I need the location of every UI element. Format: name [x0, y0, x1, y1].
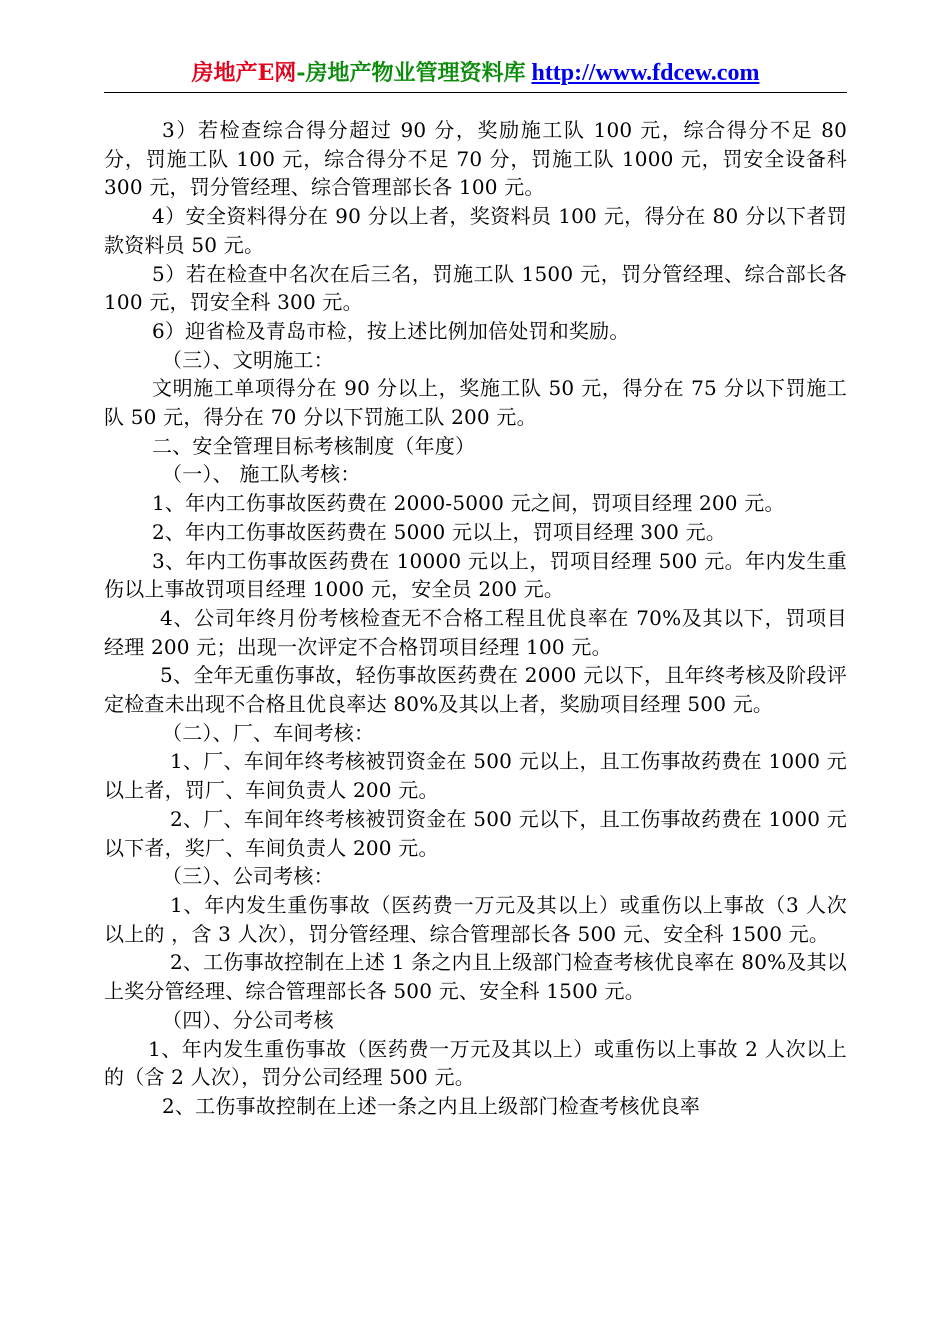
- section-heading: （二）、厂、车间考核：: [162, 720, 375, 745]
- section-heading: （三）、文明施工：: [162, 347, 334, 372]
- paragraph: 6）迎省检及青岛市检，按上述比例加倍处罚和奖励。: [152, 318, 630, 343]
- paragraph: 3）若检查综合得分超过 90 分，奖励施工队 100 元，综合得分不足 80 分，罚施工队 100 元，综合得分不足 70 分，罚施工队 1000 元，罚安全设备科 300 元，罚分管经理、综合管理部长各 100 元。: [104, 118, 847, 200]
- paragraph: 1、年内发生重伤事故（医药费一万元及其以上）或重伤以上事故（3 人次以上的 ，含 3 人次），罚分管经理、综合管理部长各 500 元、安全科 1500 元。: [104, 892, 847, 946]
- paragraph: 4、公司年终月份考核检查无不合格工程且优良率在 70%及其以下，罚项目经理 200 元；出现一次评定不合格罚项目经理 100 元。: [104, 605, 847, 659]
- paragraph: 2、年内工伤事故医药费在 5000 元以上，罚项目经理 300 元。: [152, 519, 727, 544]
- header-separator: -: [296, 60, 306, 86]
- paragraph: 2、工伤事故控制在上述一条之内且上级部门检查考核优良率: [162, 1093, 701, 1118]
- section-heading: 二、安全管理目标考核制度（年度）: [152, 433, 476, 458]
- library-title: 房地产物业管理资料库: [305, 60, 526, 86]
- paragraph: 2、厂、车间年终考核被罚资金在 500 元以下，且工伤事故药费在 1000 元以下者，奖厂、车间负责人 200 元。: [104, 806, 847, 860]
- paragraph: 4）安全资料得分在 90 分以上者，奖资料员 100 元，得分在 80 分以下者罚款资料员 50 元。: [104, 204, 847, 257]
- section-heading: （四）、分公司考核: [162, 1007, 334, 1032]
- paragraph: 2、工伤事故控制在上述 1 条之内且上级部门检查考核优良率在 80%及其以上奖分管经理、综合管理部长各 500 元、安全科 1500 元。: [104, 950, 847, 1004]
- paragraph: 5、全年无重伤事故，轻伤事故医药费在 2000 元以下，且年终考核及阶段评定检查未出现不合格且优良率达 80%及其以上者，奖励项目经理 500 元。: [104, 663, 847, 717]
- paragraph: 文明施工单项得分在 90 分以上，奖施工队 50 元，得分在 75 分以下罚施工队 50 元，得分在 70 分以下罚施工队 200 元。: [104, 376, 847, 430]
- section-heading: （三）、公司考核：: [162, 864, 334, 889]
- site-brand: 房地产E网: [191, 60, 297, 86]
- section-heading: （一）、 施工队考核：: [162, 462, 361, 487]
- paragraph: 3、年内工伤事故医药费在 10000 元以上，罚项目经理 500 元。年内发生重伤以上事故罚项目经理 1000 元，安全员 200 元。: [104, 548, 847, 602]
- paragraph: 5）若在检查中名次在后三名，罚施工队 1500 元，罚分管经理、综合部长各 100 元，罚安全科 300 元。: [104, 261, 847, 315]
- site-url-link[interactable]: http://www.fdcew.com: [531, 60, 760, 86]
- paragraph: 1、厂、车间年终考核被罚资金在 500 元以上，且工伤事故药费在 1000 元以上者，罚厂、车间负责人 200 元。: [104, 749, 847, 803]
- document-body: [104, 116, 847, 1121]
- paragraph: 1、年内发生重伤事故（医药费一万元及其以上）或重伤以上事故 2 人次以上的（含 2 人次），罚分公司经理 500 元。: [104, 1036, 847, 1090]
- page-header: [104, 58, 847, 93]
- paragraph: 1、年内工伤事故医药费在 2000-5000 元之间，罚项目经理 200 元。: [152, 491, 785, 516]
